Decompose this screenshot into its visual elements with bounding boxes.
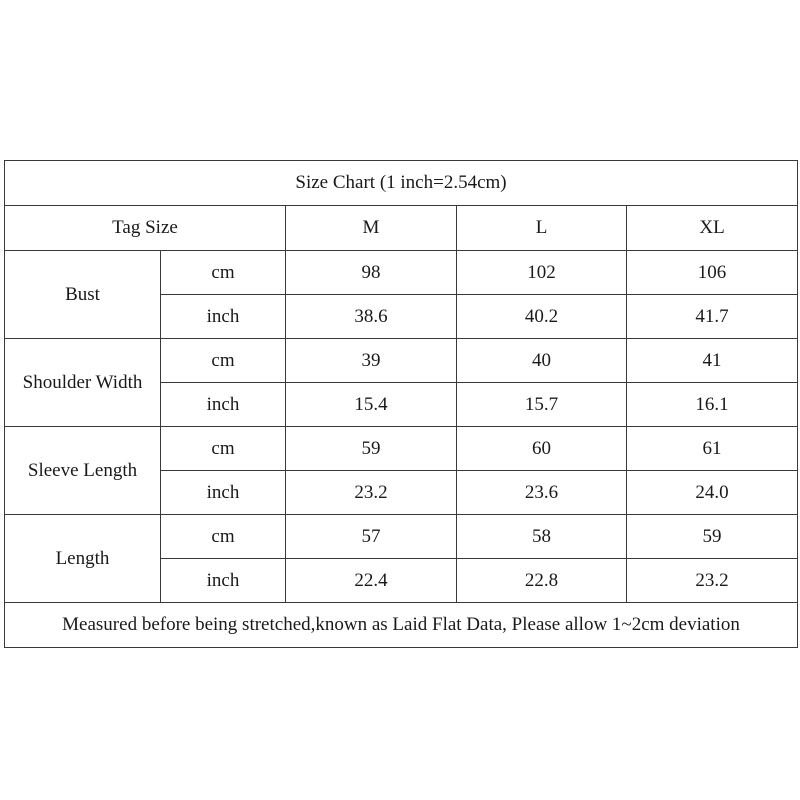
table-cell: 102 xyxy=(457,251,627,295)
table-cell: 57 xyxy=(286,515,457,559)
size-header-l: L xyxy=(457,206,627,251)
unit-label: cm xyxy=(161,251,286,295)
measurement-name-shoulder-width: Shoulder Width xyxy=(5,339,161,427)
table-cell: 22.8 xyxy=(457,559,627,603)
chart-title: Size Chart (1 inch=2.54cm) xyxy=(5,161,798,206)
size-header-xl: XL xyxy=(627,206,798,251)
unit-label: inch xyxy=(161,295,286,339)
table-cell: 59 xyxy=(286,427,457,471)
measurement-name-sleeve-length: Sleeve Length xyxy=(5,427,161,515)
table-cell: 41.7 xyxy=(627,295,798,339)
size-header-m: M xyxy=(286,206,457,251)
unit-label: inch xyxy=(161,559,286,603)
table-cell: 38.6 xyxy=(286,295,457,339)
table-cell: 59 xyxy=(627,515,798,559)
measurement-name-length: Length xyxy=(5,515,161,603)
table-cell: 40 xyxy=(457,339,627,383)
measurement-name-bust: Bust xyxy=(5,251,161,339)
table-cell: 15.7 xyxy=(457,383,627,427)
table-cell: 22.4 xyxy=(286,559,457,603)
table-cell: 23.2 xyxy=(627,559,798,603)
table-cell: 23.6 xyxy=(457,471,627,515)
unit-label: cm xyxy=(161,427,286,471)
table-cell: 15.4 xyxy=(286,383,457,427)
tag-size-label: Tag Size xyxy=(5,206,286,251)
table-cell: 106 xyxy=(627,251,798,295)
table-cell: 58 xyxy=(457,515,627,559)
unit-label: cm xyxy=(161,339,286,383)
unit-label: inch xyxy=(161,471,286,515)
unit-label: inch xyxy=(161,383,286,427)
size-chart-table xyxy=(4,160,798,648)
measurement-note: Measured before being stretched,known as Laid Flat Data, Please allow 1~2cm deviation xyxy=(5,603,798,648)
table-cell: 61 xyxy=(627,427,798,471)
table-cell: 41 xyxy=(627,339,798,383)
table-cell: 23.2 xyxy=(286,471,457,515)
table-cell: 60 xyxy=(457,427,627,471)
table-cell: 24.0 xyxy=(627,471,798,515)
unit-label: cm xyxy=(161,515,286,559)
table-cell: 39 xyxy=(286,339,457,383)
table-cell: 98 xyxy=(286,251,457,295)
table-cell: 40.2 xyxy=(457,295,627,339)
table-cell: 16.1 xyxy=(627,383,798,427)
